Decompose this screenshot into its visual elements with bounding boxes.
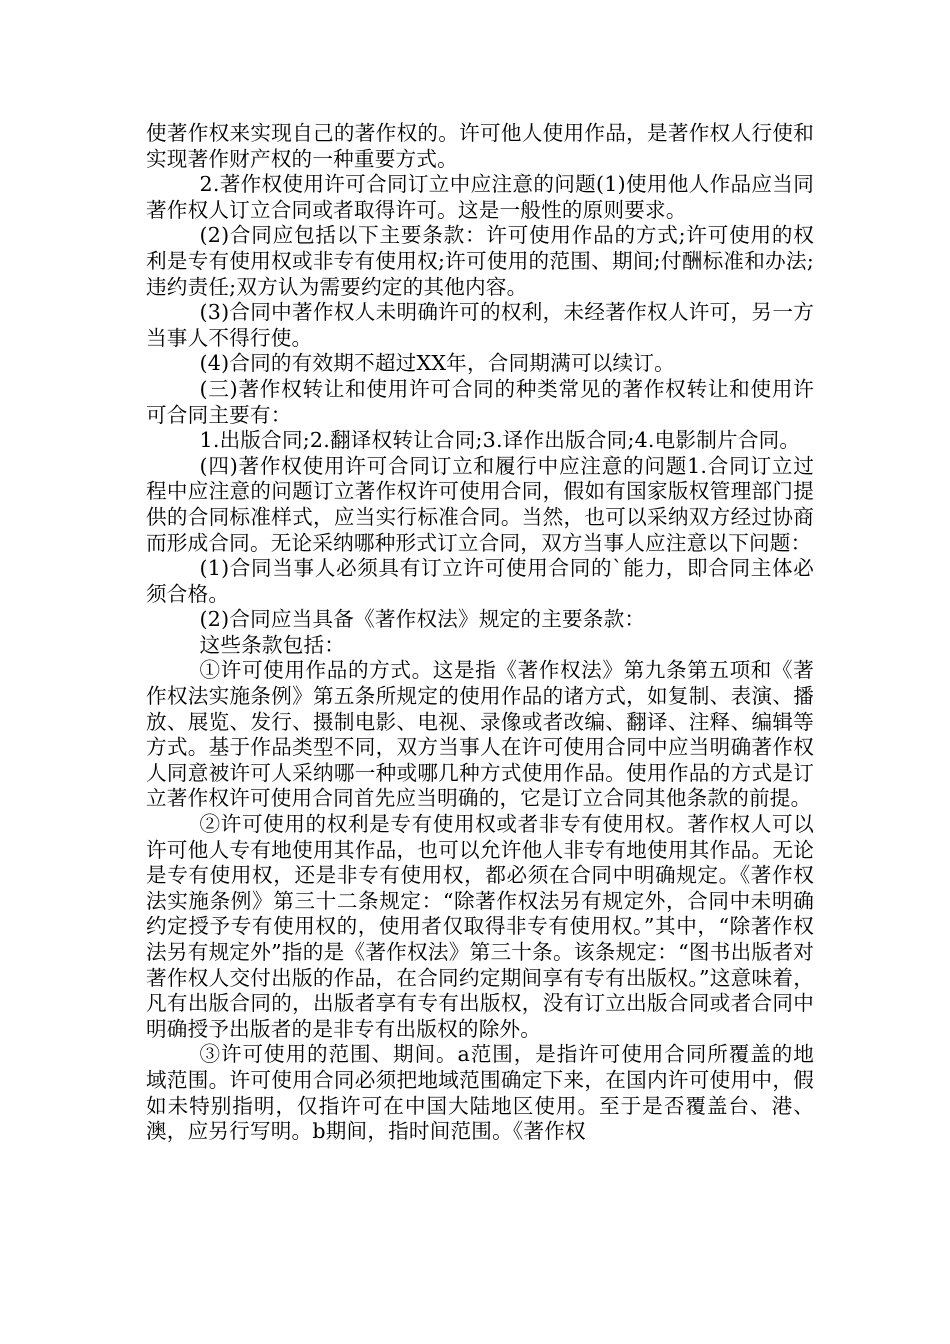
paragraph-validity-period: (4)合同的有效期不超过XX年，合同期满可以续订。 xyxy=(199,351,675,376)
paragraph-conclusion-issues: (四)著作权使用许可合同订立和履行中应注意的问题1.合同订立过程中应注意的问题订立著作权许可使用合同，假如有国家版权管理部门提供的合同标准样式，应当实行标准合同。当然，也可以采纳双方经过协商而形成合同。无论采纳哪种形式订立合同，双方当事人应注意以下问题： xyxy=(146,453,814,555)
paragraph-clauses-include: 这些条款包括： xyxy=(199,632,346,657)
paragraph-license-contract-issues: 2.著作权使用许可合同订立中应注意的问题(1)使用他人作品应当同著作权人订立合同或者取得许可。这是一般性的原则要求。 xyxy=(146,172,814,222)
paragraph-unlicensed-rights: (3)合同中著作权人未明确许可的权利，未经著作权人许可，另一方当事人不得行使。 xyxy=(146,300,814,350)
paragraph-main-clauses: (2)合同应包括以下主要条款：许可使用作品的方式;许可使用的权利是专有使用权或非专有使用权;许可使用的范围、期间;付酬标准和办法;违约责任;双方认为需要约定的其他内容。 xyxy=(146,223,814,299)
paragraph-usage-methods: ①许可使用作品的方式。这是指《著作权法》第九条第五项和《著作权法实施条例》第五条所规定的使用作品的诸方式，如复制、表演、播放、展览、发行、摄制电影、电视、录像或者改编、翻译、注释、编辑等方式。基于作品类型不同，双方当事人在许可使用合同中应当明确著作权人同意被许可人采纳哪一种或哪几种方式使用作品。使用作品的方式是订立著作权许可使用合同首先应当明确的，它是订立合同其他条款的前提。 xyxy=(146,658,814,811)
document-body xyxy=(146,121,814,1145)
paragraph-continuation: 使著作权来实现自己的著作权的。许可他人使用作品，是著作权人行使和实现著作财产权的一种重要方式。 xyxy=(146,121,814,171)
paragraph-party-capacity: (1)合同当事人必须具有订立许可使用合同的`能力，即合同主体必须合格。 xyxy=(146,556,814,606)
paragraph-required-clauses: (2)合同应当具备《著作权法》规定的主要条款： xyxy=(199,607,646,632)
paragraph-exclusive-rights: ②许可使用的权利是专有使用权或者非专有使用权。著作权人可以许可他人专有地使用其作品，也可以允许他人非专有地使用其作品。无论是专有使用权，还是非专有使用权，都必须在合同中明确规定。《著作权法实施条例》第三十二条规定：“除著作权法另有规定外，合同中未明确约定授予专有使用权的，使用者仅取得非专有使用权。”其中，“除著作权法另有规定外”指的是《著作权法》第三十条。该条规定：“图书出版者对著作权人交付出版的作品，在合同约定期间享有专有出版权。”这意味着，凡有出版合同的，出版者享有专有出版权，没有订立出版合同或者合同中明确授予出版者的是非专有出版权的除外。 xyxy=(146,812,814,1041)
paragraph-scope-period: ③许可使用的范围、期间。a范围，是指许可使用合同所覆盖的地域范围。许可使用合同必须把地域范围确定下来，在国内许可使用中，假如未特别指明，仅指许可在中国大陆地区使用。至于是否覆盖台、港、澳，应另行写明。b期间，指时间范围。《著作权 xyxy=(146,1042,814,1144)
paragraph-contract-list: 1.出版合同;2.翻译权转让合同;3.译作出版合同;4.电影制片合同。 xyxy=(199,428,801,453)
paragraph-contract-types: (三)著作权转让和使用许可合同的种类常见的著作权转让和使用许可合同主要有： xyxy=(146,376,814,427)
